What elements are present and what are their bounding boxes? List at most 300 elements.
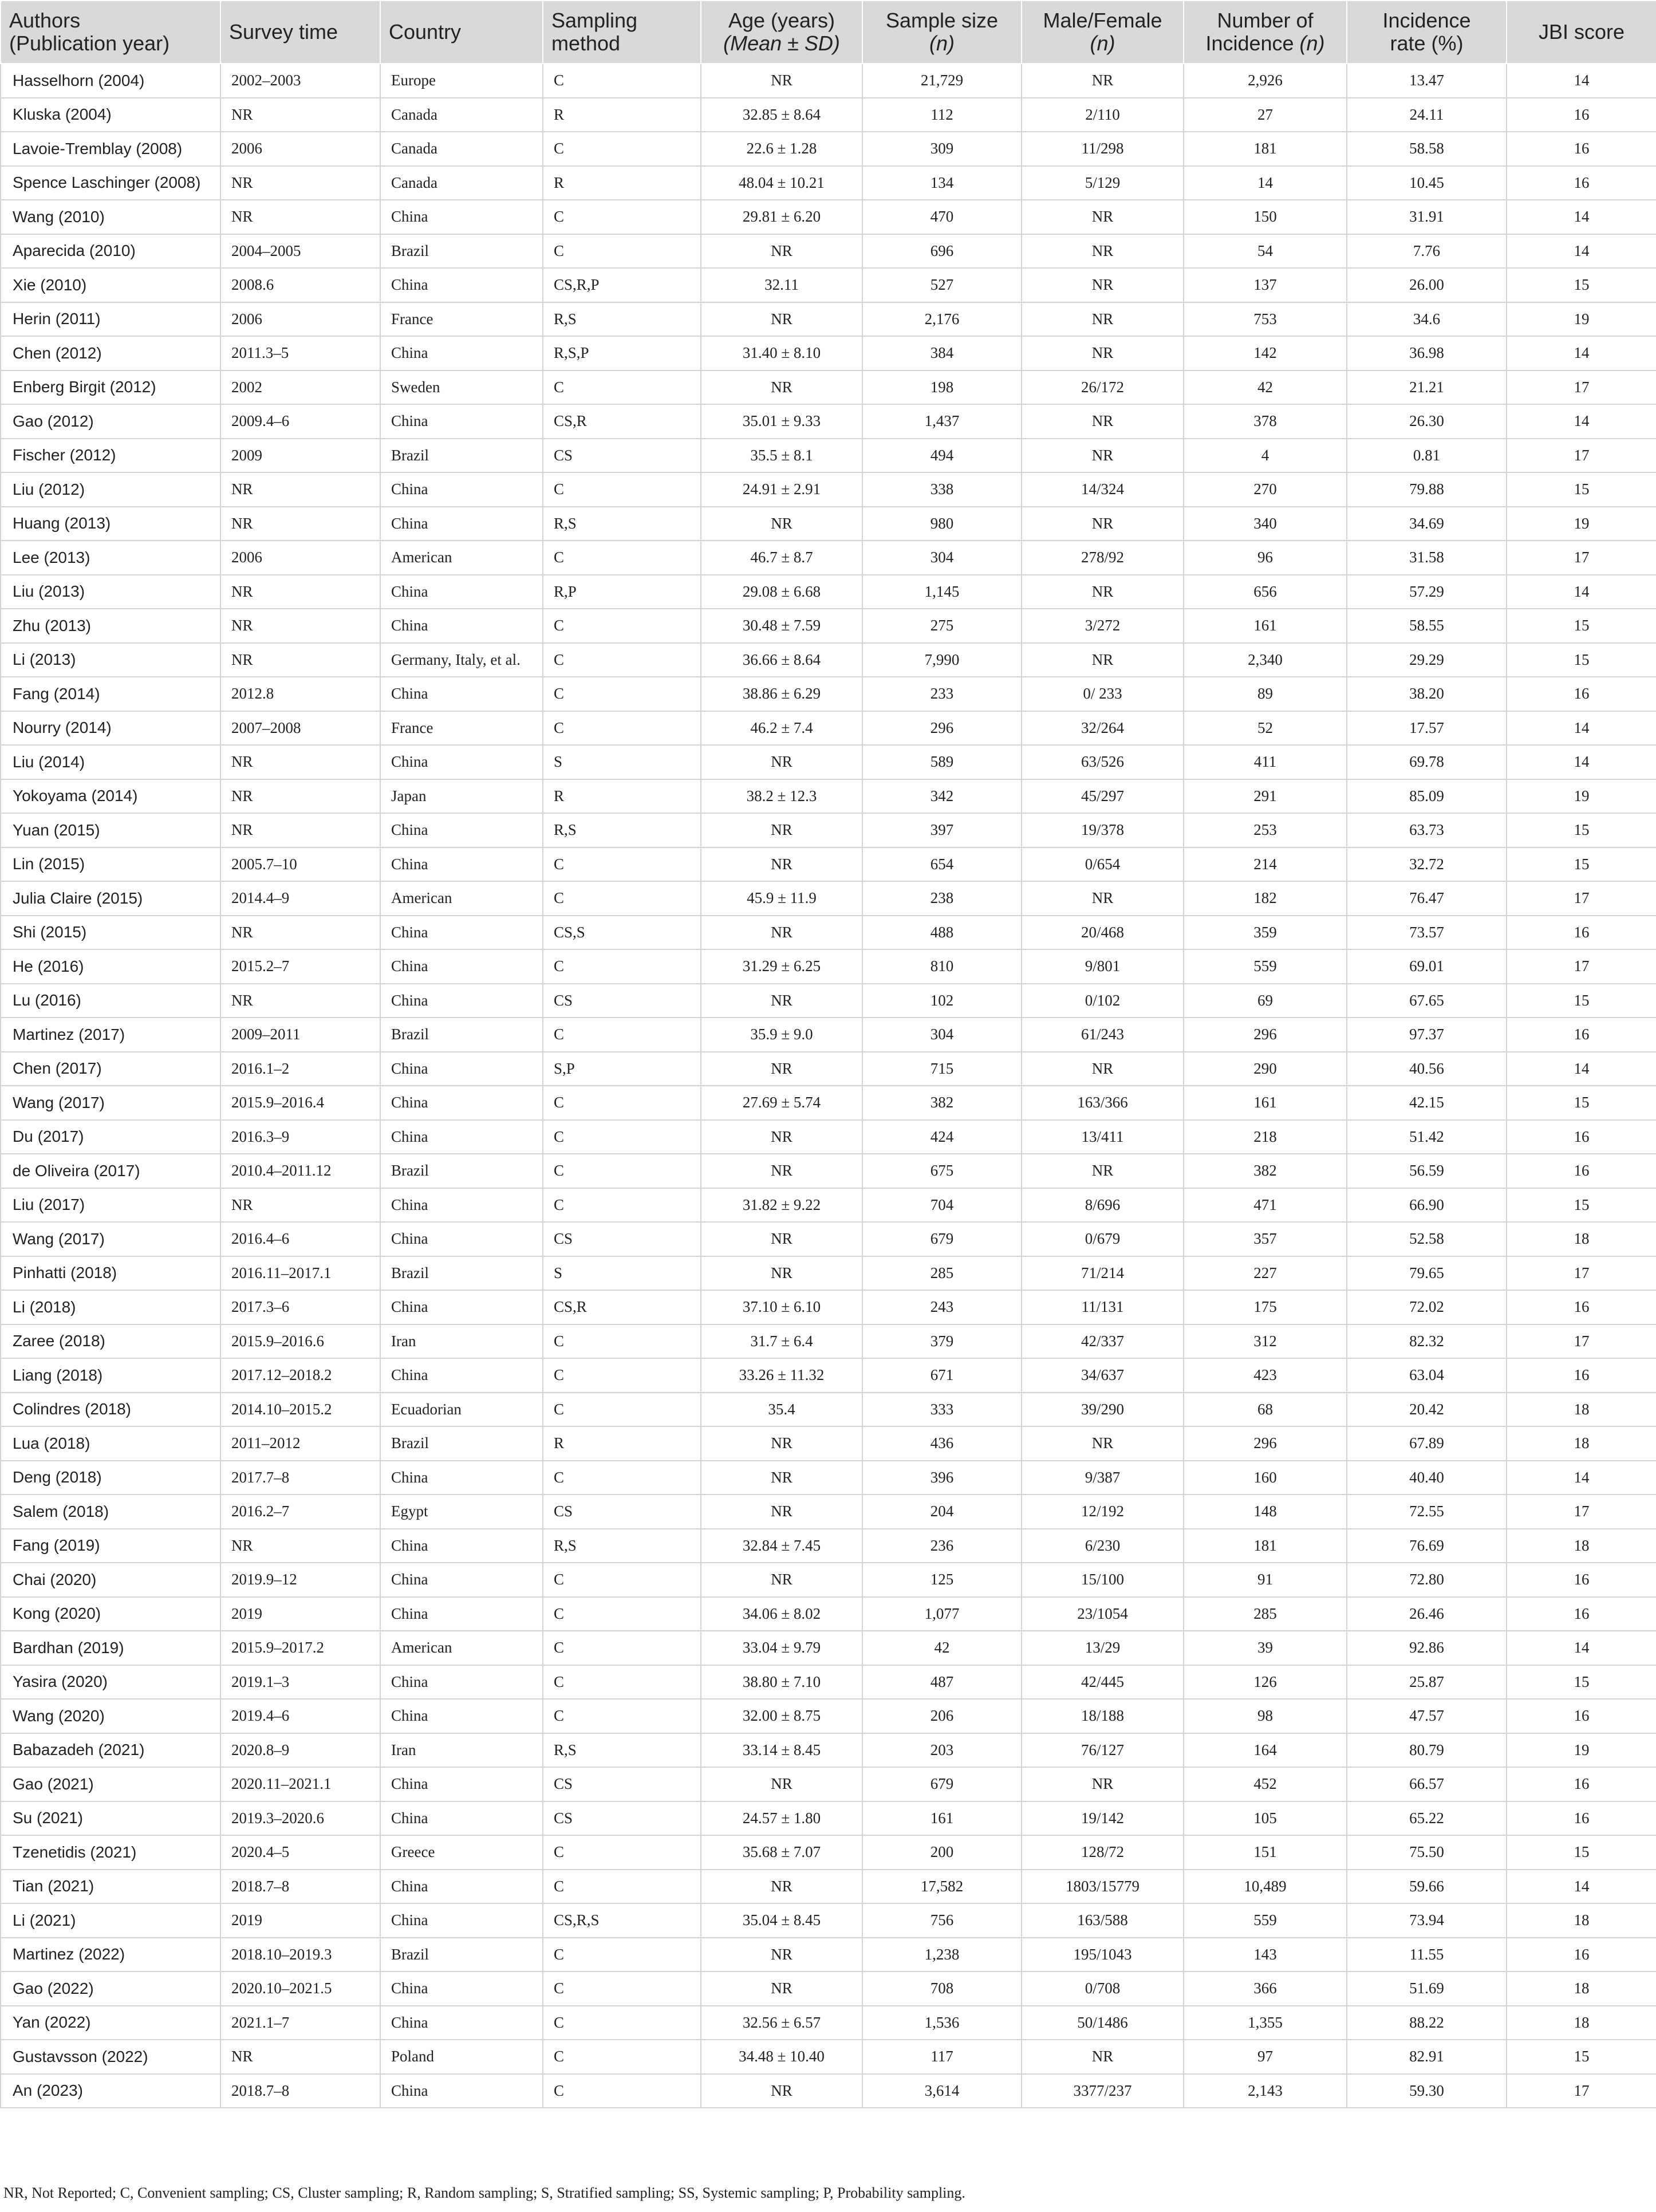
- table-row: [1, 1086, 1656, 1120]
- cell-incidence-count: 151: [1184, 1835, 1347, 1870]
- cell-sample-size: 304: [862, 541, 1022, 575]
- cell-sample-size: 470: [862, 200, 1022, 234]
- cell-incidence-rate: 7.76: [1347, 234, 1507, 269]
- cell-male-female: 45/297: [1022, 779, 1184, 814]
- cell-jbi-score: 15: [1507, 609, 1656, 643]
- cell-country: Greece: [380, 1835, 543, 1870]
- cell-author: Liu (2012): [1, 472, 220, 507]
- cell-incidence-rate: 26.46: [1347, 1597, 1507, 1631]
- cell-age: 46.2 ± 7.4: [701, 711, 862, 746]
- cell-survey-time: 2019.4–6: [220, 1699, 380, 1733]
- table-row: [1, 132, 1656, 166]
- cell-author: Pinhatti (2018): [1, 1256, 220, 1291]
- cell-country: France: [380, 711, 543, 746]
- cell-incidence-count: 296: [1184, 1426, 1347, 1461]
- cell-author: Li (2021): [1, 1903, 220, 1938]
- cell-country: China: [380, 1801, 543, 1836]
- cell-sampling-method: C: [543, 847, 701, 882]
- cell-sampling-method: C: [543, 1154, 701, 1188]
- cell-incidence-count: 161: [1184, 1086, 1347, 1120]
- table-row: [1, 949, 1656, 984]
- cell-country: Sweden: [380, 370, 543, 405]
- cell-age: 32.56 ± 6.57: [701, 2006, 862, 2040]
- cell-sample-size: 3,614: [862, 2074, 1022, 2108]
- cell-age: NR: [701, 1154, 862, 1188]
- cell-sampling-method: R,P: [543, 575, 701, 609]
- cell-male-female: 195/1043: [1022, 1938, 1184, 1972]
- cell-author: Gustavsson (2022): [1, 2040, 220, 2074]
- cell-author: Zaree (2018): [1, 1324, 220, 1359]
- cell-jbi-score: 19: [1507, 779, 1656, 814]
- cell-incidence-rate: 34.69: [1347, 507, 1507, 541]
- cell-jbi-score: 15: [1507, 1188, 1656, 1223]
- cell-incidence-rate: 67.65: [1347, 984, 1507, 1018]
- table-row: [1, 643, 1656, 677]
- cell-age: 35.01 ± 9.33: [701, 404, 862, 439]
- cell-jbi-score: 19: [1507, 302, 1656, 337]
- cell-survey-time: 2018.7–8: [220, 2074, 380, 2108]
- cell-male-female: 278/92: [1022, 541, 1184, 575]
- cell-country: Brazil: [380, 234, 543, 269]
- cell-incidence-count: 357: [1184, 1222, 1347, 1256]
- table-row: [1, 541, 1656, 575]
- header-male-female: Male/Female (n): [1022, 1, 1184, 64]
- cell-incidence-count: 340: [1184, 507, 1347, 541]
- cell-sample-size: 704: [862, 1188, 1022, 1223]
- cell-sample-size: 198: [862, 370, 1022, 405]
- cell-author: Lin (2015): [1, 847, 220, 882]
- cell-age: 30.48 ± 7.59: [701, 609, 862, 643]
- cell-survey-time: NR: [220, 507, 380, 541]
- cell-survey-time: 2012.8: [220, 677, 380, 711]
- cell-incidence-count: 91: [1184, 1563, 1347, 1597]
- cell-male-female: 0/679: [1022, 1222, 1184, 1256]
- cell-sample-size: 715: [862, 1052, 1022, 1086]
- cell-survey-time: 2011–2012: [220, 1426, 380, 1461]
- table-row: [1, 677, 1656, 711]
- header-sampling-method: Sampling method: [543, 1, 701, 64]
- header-country: Country: [380, 1, 543, 64]
- cell-author: Wang (2017): [1, 1222, 220, 1256]
- table-row: [1, 847, 1656, 882]
- cell-survey-time: 2016.3–9: [220, 1120, 380, 1154]
- cell-author: Julia Claire (2015): [1, 881, 220, 916]
- cell-male-female: 20/468: [1022, 916, 1184, 950]
- cell-incidence-count: 382: [1184, 1154, 1347, 1188]
- cell-author: Chen (2012): [1, 336, 220, 370]
- cell-age: NR: [701, 1256, 862, 1291]
- cell-jbi-score: 15: [1507, 268, 1656, 302]
- cell-survey-time: 2018.7–8: [220, 1870, 380, 1904]
- cell-author: Tzenetidis (2021): [1, 1835, 220, 1870]
- cell-incidence-count: 227: [1184, 1256, 1347, 1291]
- cell-jbi-score: 14: [1507, 1461, 1656, 1495]
- cell-country: China: [380, 507, 543, 541]
- cell-incidence-count: 161: [1184, 609, 1347, 643]
- cell-incidence-rate: 80.79: [1347, 1733, 1507, 1768]
- cell-sampling-method: S: [543, 745, 701, 779]
- cell-author: Kluska (2004): [1, 98, 220, 132]
- cell-sample-size: 980: [862, 507, 1022, 541]
- cell-incidence-count: 253: [1184, 813, 1347, 847]
- cell-incidence-rate: 29.29: [1347, 643, 1507, 677]
- cell-incidence-count: 69: [1184, 984, 1347, 1018]
- cell-incidence-rate: 59.66: [1347, 1870, 1507, 1904]
- cell-survey-time: 2015.2–7: [220, 949, 380, 984]
- cell-sample-size: 1,238: [862, 1938, 1022, 1972]
- cell-jbi-score: 16: [1507, 1938, 1656, 1972]
- table-row: [1, 2006, 1656, 2040]
- cell-sampling-method: CS: [543, 1801, 701, 1836]
- table-row: [1, 1665, 1656, 1700]
- cell-age: 32.11: [701, 268, 862, 302]
- cell-age: NR: [701, 1426, 862, 1461]
- cell-incidence-rate: 97.37: [1347, 1018, 1507, 1052]
- cell-sampling-method: C: [543, 609, 701, 643]
- cell-age: NR: [701, 507, 862, 541]
- cell-author: Gao (2022): [1, 1972, 220, 2006]
- table-row: [1, 1563, 1656, 1597]
- cell-male-female: NR: [1022, 302, 1184, 337]
- cell-country: Iran: [380, 1733, 543, 1768]
- cell-country: Brazil: [380, 439, 543, 473]
- cell-incidence-count: 142: [1184, 336, 1347, 370]
- cell-incidence-rate: 51.69: [1347, 1972, 1507, 2006]
- cell-author: Huang (2013): [1, 507, 220, 541]
- cell-country: China: [380, 1972, 543, 2006]
- table-row: [1, 336, 1656, 370]
- cell-sample-size: 296: [862, 711, 1022, 746]
- table-row: [1, 1938, 1656, 1972]
- cell-incidence-count: 148: [1184, 1495, 1347, 1529]
- cell-survey-time: 2002: [220, 370, 380, 405]
- cell-male-female: NR: [1022, 439, 1184, 473]
- cell-age: 29.08 ± 6.68: [701, 575, 862, 609]
- cell-author: Bardhan (2019): [1, 1631, 220, 1665]
- cell-age: 34.48 ± 10.40: [701, 2040, 862, 2074]
- cell-country: China: [380, 609, 543, 643]
- cell-sample-size: 304: [862, 1018, 1022, 1052]
- cell-incidence-count: 52: [1184, 711, 1347, 746]
- table-row: [1, 472, 1656, 507]
- cell-author: Wang (2017): [1, 1086, 220, 1120]
- cell-survey-time: NR: [220, 643, 380, 677]
- cell-jbi-score: 14: [1507, 234, 1656, 269]
- cell-jbi-score: 14: [1507, 336, 1656, 370]
- table-row: [1, 1290, 1656, 1324]
- table-row: [1, 1903, 1656, 1938]
- cell-author: Gao (2012): [1, 404, 220, 439]
- cell-sample-size: 494: [862, 439, 1022, 473]
- cell-jbi-score: 17: [1507, 1324, 1656, 1359]
- cell-incidence-count: 160: [1184, 1461, 1347, 1495]
- cell-author: Liu (2014): [1, 745, 220, 779]
- cell-incidence-count: 2,340: [1184, 643, 1347, 677]
- cell-jbi-score: 17: [1507, 1495, 1656, 1529]
- cell-sampling-method: C: [543, 1938, 701, 1972]
- cell-sample-size: 275: [862, 609, 1022, 643]
- cell-country: China: [380, 1767, 543, 1801]
- cell-age: NR: [701, 1461, 862, 1495]
- cell-age: 38.86 ± 6.29: [701, 677, 862, 711]
- cell-jbi-score: 14: [1507, 64, 1656, 98]
- cell-age: 34.06 ± 8.02: [701, 1597, 862, 1631]
- cell-sampling-method: C: [543, 643, 701, 677]
- table-row: [1, 813, 1656, 847]
- cell-jbi-score: 15: [1507, 1665, 1656, 1700]
- table-row: [1, 64, 1656, 98]
- cell-survey-time: 2015.9–2017.2: [220, 1631, 380, 1665]
- cell-incidence-rate: 42.15: [1347, 1086, 1507, 1120]
- cell-incidence-count: 42: [1184, 370, 1347, 405]
- cell-survey-time: NR: [220, 916, 380, 950]
- cell-sample-size: 2,176: [862, 302, 1022, 337]
- cell-incidence-rate: 24.11: [1347, 98, 1507, 132]
- cell-author: Colindres (2018): [1, 1393, 220, 1427]
- cell-author: Martinez (2017): [1, 1018, 220, 1052]
- cell-age: NR: [701, 1972, 862, 2006]
- cell-country: China: [380, 1665, 543, 1700]
- cell-sampling-method: R: [543, 166, 701, 200]
- cell-sampling-method: R,S,P: [543, 336, 701, 370]
- cell-author: Yokoyama (2014): [1, 779, 220, 814]
- cell-author: Liu (2013): [1, 575, 220, 609]
- cell-incidence-count: 14: [1184, 166, 1347, 200]
- cell-sample-size: 102: [862, 984, 1022, 1018]
- cell-incidence-count: 290: [1184, 1052, 1347, 1086]
- cell-jbi-score: 16: [1507, 1767, 1656, 1801]
- cell-sampling-method: C: [543, 1018, 701, 1052]
- cell-country: Brazil: [380, 1938, 543, 1972]
- cell-survey-time: 2015.9–2016.6: [220, 1324, 380, 1359]
- cell-survey-time: NR: [220, 200, 380, 234]
- cell-jbi-score: 16: [1507, 1597, 1656, 1631]
- cell-jbi-score: 16: [1507, 1290, 1656, 1324]
- table-row: [1, 1120, 1656, 1154]
- cell-incidence-count: 270: [1184, 472, 1347, 507]
- table-row: [1, 439, 1656, 473]
- cell-male-female: 9/387: [1022, 1461, 1184, 1495]
- table-row: [1, 1699, 1656, 1733]
- cell-incidence-count: 423: [1184, 1358, 1347, 1393]
- cell-survey-time: NR: [220, 1529, 380, 1563]
- cell-age: 38.2 ± 12.3: [701, 779, 862, 814]
- cell-country: China: [380, 404, 543, 439]
- table-row: [1, 1870, 1656, 1904]
- cell-country: China: [380, 472, 543, 507]
- cell-sample-size: 1,077: [862, 1597, 1022, 1631]
- cell-country: China: [380, 949, 543, 984]
- cell-incidence-count: 150: [1184, 200, 1347, 234]
- cell-country: China: [380, 2074, 543, 2108]
- cell-country: China: [380, 1563, 543, 1597]
- cell-age: 45.9 ± 11.9: [701, 881, 862, 916]
- cell-incidence-rate: 63.04: [1347, 1358, 1507, 1393]
- cell-male-female: 34/637: [1022, 1358, 1184, 1393]
- cell-incidence-rate: 38.20: [1347, 677, 1507, 711]
- cell-male-female: 39/290: [1022, 1393, 1184, 1427]
- cell-incidence-count: 181: [1184, 132, 1347, 166]
- cell-male-female: 6/230: [1022, 1529, 1184, 1563]
- cell-male-female: 1803/15779: [1022, 1870, 1184, 1904]
- cell-incidence-rate: 40.56: [1347, 1052, 1507, 1086]
- cell-age: NR: [701, 234, 862, 269]
- cell-incidence-rate: 25.87: [1347, 1665, 1507, 1700]
- cell-male-female: NR: [1022, 268, 1184, 302]
- cell-age: NR: [701, 1222, 862, 1256]
- cell-sample-size: 125: [862, 1563, 1022, 1597]
- cell-male-female: 14/324: [1022, 472, 1184, 507]
- cell-survey-time: 2016.4–6: [220, 1222, 380, 1256]
- cell-jbi-score: 16: [1507, 677, 1656, 711]
- cell-country: China: [380, 1529, 543, 1563]
- cell-male-female: NR: [1022, 507, 1184, 541]
- table-row: [1, 1835, 1656, 1870]
- cell-age: 32.00 ± 8.75: [701, 1699, 862, 1733]
- cell-country: China: [380, 1188, 543, 1223]
- cell-incidence-count: 296: [1184, 1018, 1347, 1052]
- cell-sampling-method: C: [543, 132, 701, 166]
- table-row: [1, 1052, 1656, 1086]
- cell-sample-size: 204: [862, 1495, 1022, 1529]
- cell-author: Yasira (2020): [1, 1665, 220, 1700]
- cell-author: Li (2013): [1, 643, 220, 677]
- cell-author: Fang (2014): [1, 677, 220, 711]
- cell-incidence-rate: 72.02: [1347, 1290, 1507, 1324]
- cell-survey-time: 2017.7–8: [220, 1461, 380, 1495]
- cell-sampling-method: C: [543, 711, 701, 746]
- cell-sample-size: 654: [862, 847, 1022, 882]
- table-row: [1, 1597, 1656, 1631]
- cell-male-female: NR: [1022, 336, 1184, 370]
- cell-survey-time: 2017.12–2018.2: [220, 1358, 380, 1393]
- cell-jbi-score: 17: [1507, 541, 1656, 575]
- cell-incidence-count: 452: [1184, 1767, 1347, 1801]
- cell-sample-size: 134: [862, 166, 1022, 200]
- cell-incidence-rate: 31.58: [1347, 541, 1507, 575]
- cell-male-female: NR: [1022, 200, 1184, 234]
- header-incidence-rate: Incidence rate (%): [1347, 1, 1507, 64]
- cell-author: Su (2021): [1, 1801, 220, 1836]
- cell-sample-size: 1,437: [862, 404, 1022, 439]
- table-row: [1, 1018, 1656, 1052]
- cell-jbi-score: 14: [1507, 711, 1656, 746]
- cell-author: Lavoie-Tremblay (2008): [1, 132, 220, 166]
- cell-incidence-rate: 85.09: [1347, 779, 1507, 814]
- cell-sample-size: 21,729: [862, 64, 1022, 98]
- cell-jbi-score: 19: [1507, 1733, 1656, 1768]
- table-row: [1, 1393, 1656, 1427]
- cell-sample-size: 338: [862, 472, 1022, 507]
- cell-male-female: 2/110: [1022, 98, 1184, 132]
- cell-sampling-method: C: [543, 1699, 701, 1733]
- cell-author: Salem (2018): [1, 1495, 220, 1529]
- cell-sample-size: 671: [862, 1358, 1022, 1393]
- table-body: [1, 64, 1656, 2108]
- table-row: [1, 575, 1656, 609]
- cell-survey-time: 2020.10–2021.5: [220, 1972, 380, 2006]
- cell-country: Brazil: [380, 1018, 543, 1052]
- cell-incidence-count: 27: [1184, 98, 1347, 132]
- cell-jbi-score: 14: [1507, 200, 1656, 234]
- cell-survey-time: 2006: [220, 302, 380, 337]
- cell-incidence-rate: 51.42: [1347, 1120, 1507, 1154]
- cell-sampling-method: C: [543, 1324, 701, 1359]
- cell-sample-size: 200: [862, 1835, 1022, 1870]
- cell-sampling-method: R,S: [543, 1529, 701, 1563]
- cell-sample-size: 238: [862, 881, 1022, 916]
- cell-sample-size: 397: [862, 813, 1022, 847]
- cell-sampling-method: C: [543, 370, 701, 405]
- cell-sample-size: 424: [862, 1120, 1022, 1154]
- cell-incidence-count: 2,926: [1184, 64, 1347, 98]
- cell-male-female: 42/337: [1022, 1324, 1184, 1359]
- cell-survey-time: 2017.3–6: [220, 1290, 380, 1324]
- cell-sampling-method: C: [543, 1461, 701, 1495]
- cell-age: 31.40 ± 8.10: [701, 336, 862, 370]
- cell-country: China: [380, 916, 543, 950]
- cell-survey-time: NR: [220, 609, 380, 643]
- cell-age: 24.91 ± 2.91: [701, 472, 862, 507]
- cell-incidence-count: 4: [1184, 439, 1347, 473]
- cell-male-female: 163/588: [1022, 1903, 1184, 1938]
- header-authors: Authors (Publication year): [1, 1, 220, 64]
- cell-sample-size: 679: [862, 1222, 1022, 1256]
- cell-survey-time: 2008.6: [220, 268, 380, 302]
- table-row: [1, 1324, 1656, 1359]
- cell-jbi-score: 14: [1507, 1631, 1656, 1665]
- cell-male-female: 71/214: [1022, 1256, 1184, 1291]
- cell-incidence-count: 54: [1184, 234, 1347, 269]
- table-row: [1, 200, 1656, 234]
- cell-age: 31.7 ± 6.4: [701, 1324, 862, 1359]
- cell-sampling-method: R: [543, 1426, 701, 1461]
- cell-incidence-count: 181: [1184, 1529, 1347, 1563]
- cell-incidence-rate: 36.98: [1347, 336, 1507, 370]
- cell-age: NR: [701, 745, 862, 779]
- cell-sample-size: 342: [862, 779, 1022, 814]
- table-footnote: NR, Not Reported; C, Convenient sampling; CS, Cluster sampling; R, Random sampling; S, Stratified sampling; SS, Systemic sampling; P, Probability sampling.: [3, 2185, 965, 2201]
- cell-sample-size: 333: [862, 1393, 1022, 1427]
- cell-age: 33.14 ± 8.45: [701, 1733, 862, 1768]
- cell-jbi-score: 19: [1507, 507, 1656, 541]
- cell-incidence-count: 471: [1184, 1188, 1347, 1223]
- cell-sampling-method: C: [543, 1597, 701, 1631]
- cell-author: Kong (2020): [1, 1597, 220, 1631]
- cell-male-female: 0/ 233: [1022, 677, 1184, 711]
- cell-jbi-score: 15: [1507, 1835, 1656, 1870]
- cell-survey-time: 2021.1–7: [220, 2006, 380, 2040]
- header-age: Age (years) (Mean ± SD): [701, 1, 862, 64]
- cell-incidence-count: 10,489: [1184, 1870, 1347, 1904]
- cell-incidence-rate: 79.88: [1347, 472, 1507, 507]
- cell-male-female: NR: [1022, 64, 1184, 98]
- cell-survey-time: 2016.11–2017.1: [220, 1256, 380, 1291]
- cell-age: NR: [701, 1052, 862, 1086]
- cell-incidence-rate: 66.57: [1347, 1767, 1507, 1801]
- table-row: [1, 1631, 1656, 1665]
- cell-incidence-count: 218: [1184, 1120, 1347, 1154]
- cell-author: Gao (2021): [1, 1767, 220, 1801]
- cell-country: Ecuadorian: [380, 1393, 543, 1427]
- cell-sample-size: 309: [862, 132, 1022, 166]
- cell-jbi-score: 15: [1507, 643, 1656, 677]
- cell-male-female: 12/192: [1022, 1495, 1184, 1529]
- cell-sampling-method: R: [543, 98, 701, 132]
- cell-country: Europe: [380, 64, 543, 98]
- cell-incidence-rate: 82.32: [1347, 1324, 1507, 1359]
- table-row: [1, 268, 1656, 302]
